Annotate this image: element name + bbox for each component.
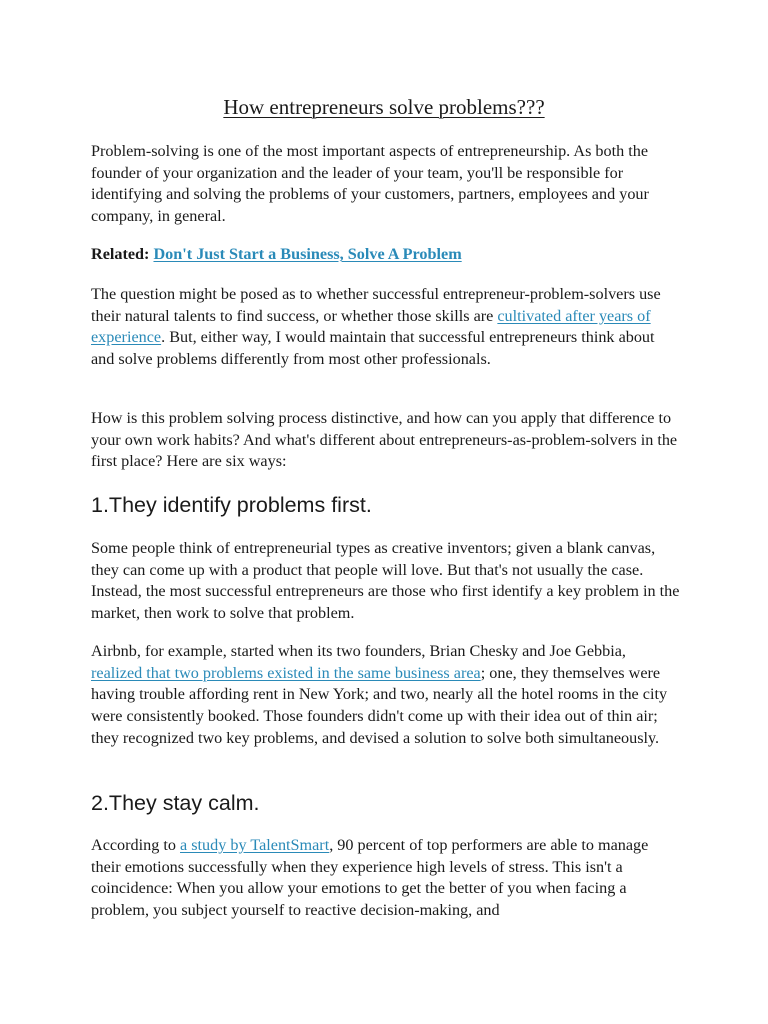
talents-text-after: . But, either way, I would maintain that successful entrepreneurs think about and solve problems differently from most other professionals.: [91, 328, 655, 369]
six-ways-paragraph: How is this problem solving process distinctive, and how can you apply that difference to your own work habits? And what's different about entrepreneurs-as-problem-solvers in the first place? Here are six ways:: [91, 409, 678, 471]
talentsmart-text-before: According to: [91, 836, 181, 854]
heading-identify-problems: 1.They identify problems first.: [91, 493, 372, 517]
heading-stay-calm: 2.They stay calm.: [91, 791, 260, 815]
related-label: Related:: [91, 245, 150, 263]
airbnb-text-after: ; one, they themselves were having trouble affording rent in New York; and two, nearly all the hotel rooms in the city were consistently booked. Those founders didn't come up with their idea out of thin air; they recognized two key problems, and devised a solution to solve both simultaneously.: [91, 663, 668, 747]
experience-link[interactable]: cultivated after years of experience: [91, 306, 651, 347]
airbnb-paragraph: [91, 641, 681, 750]
document-title: How entrepreneurs solve problems???: [223, 95, 545, 119]
talentsmart-text-after: , 90 percent of top performers are able to manage their emotions successfully when they experience high levels of stress. This isn't a coincidence: When you allow your emotions to get the better of you when facing a problem, you subject yourself to reactive decision-making, and: [91, 836, 649, 920]
related-paragraph: [91, 244, 681, 266]
two-problems-link[interactable]: realized that two problems existed in the same business area: [91, 663, 481, 682]
intro-paragraph: Problem-solving is one of the most important aspects of entrepreneurship. As both the founder of your organization and the leader of your team, you'll be responsible for identifying and solving the problems of your customers, partners, employees and your company, in general.: [91, 142, 649, 226]
identify-paragraph: Some people think of entrepreneurial types as creative inventors; given a blank canvas, they can come up with a product that people will love. But that's not usually the case. Instead, the most successful entrepreneurs are those who first identify a key problem in the market, then work to solve that problem.: [91, 539, 680, 623]
talents-paragraph: [91, 284, 681, 371]
talents-text-before: The question might be posed as to whether successful entrepreneur-problem-solvers use their natural talents to find success, or whether those skills are: [91, 285, 661, 325]
talentsmart-paragraph: [91, 835, 681, 922]
talentsmart-link[interactable]: a study by TalentSmart: [180, 836, 330, 854]
airbnb-text-before: Airbnb, for example, started when its two founders, Brian Chesky and Joe Gebbia,: [91, 642, 626, 660]
related-link[interactable]: Don't Just Start a Business, Solve A Problem: [153, 245, 462, 263]
